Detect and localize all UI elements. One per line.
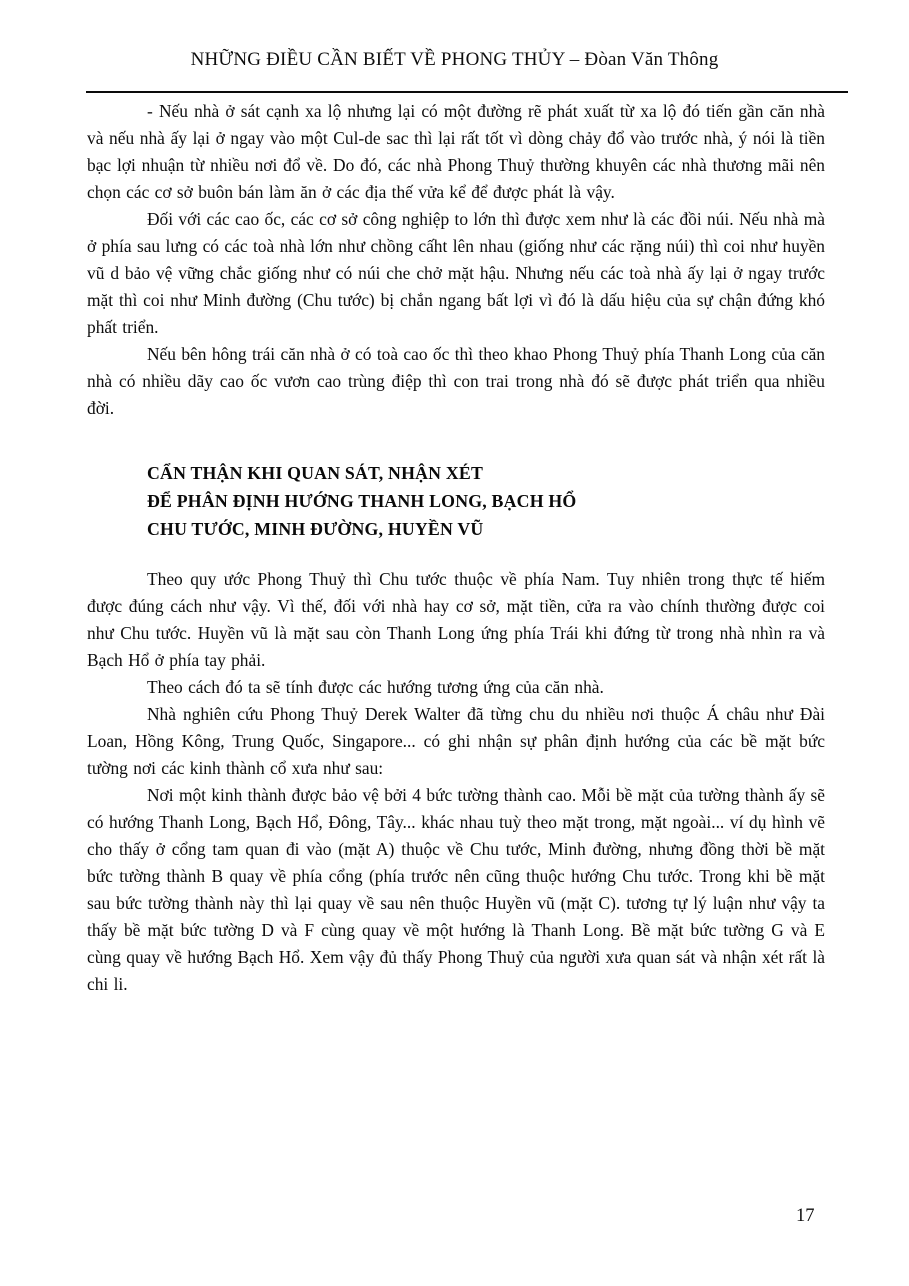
page-number: 17 [796, 1206, 815, 1226]
running-header-title: NHỮNG ĐIỀU CẦN BIẾT VỀ PHONG THỦY – Đòan Văn Thông [190, 49, 719, 70]
body-paragraph-2: Theo cách đó ta sẽ tính được các hướng tương ứng của căn nhà. [147, 677, 604, 697]
body-paragraph-4: Nơi một kinh thành được bảo vệ bởi 4 bức tường thành cao. Mỗi bề mặt của tường thành ấy sẽ có hướng Thanh Long, Bạch Hổ, Đông, Tây... khác nhau tuỳ theo mặt trong, mặt ngoài... ví dụ hình vẽ cho thấy ở cổng tam quan đi vào (mặt A) thuộc về Chu tước, Minh đường, nhưng đồng thời bề mặt bức tường thành B quay về phía cổng (phía trước nên cũng thuộc hướng Chu tước. Trong khi bề mặt sau bức tường thành này thì lại quay về sau nên thuộc Huyền vũ (mặt C). tương tự lý luận như vậy ta thấy bề mặt bức tường D và F cùng quay về một hướng là Thanh Long. Bề mặt bức tường G và E cùng quay về hướng Bạch Hổ. Xem vậy đủ thấy Phong Thuỷ của người xưa quan sát và nhận xét rất là chi li. [87, 785, 825, 994]
section-heading-line-3: CHU TƯỚC, MINH ĐƯỜNG, HUYỀN VŨ [147, 519, 484, 539]
intro-paragraph-2: Đối với các cao ốc, các cơ sở công nghiệp to lớn thì được xem như là các đồi núi. Nếu nhà mà ở phía sau lưng có các toà nhà lớn như chồng cấht lên nhau (giống như các rặng núi) thì coi như huyền vũ d bảo vệ vững chắc giống như có núi che chở mặt hậu. Nhưng nếu các toà nhà ấy lại ở ngay trước mặt thì coi như Minh đường (Chu tước) bị chắn ngang bất lợi vì đó là dấu hiệu của sự chận đứng khó phất triển. [87, 209, 825, 337]
intro-paragraph-1: - Nếu nhà ở sát cạnh xa lộ nhưng lại có một đường rẽ phát xuất từ xa lộ đó tiến gần căn nhà và nếu nhà ấy lại ở ngay vào một Cul-de sac thì lại rất tốt vì dòng chảy đổ vào trước nhà, ý nói là tiền bạc lợi nhuận từ nhiều nơi đổ về. Do đó, các nhà Phong Thuỷ thường khuyên các nhà thương mãi nên chọn các cơ sở buôn bán làm ăn ở các địa thế vửa kể để được phát là vậy. [87, 101, 825, 202]
header-rule [86, 91, 848, 93]
body-paragraph-3: Nhà nghiên cứu Phong Thuỷ Derek Walter đã từng chu du nhiều nơi thuộc Á châu như Đài Loan, Hồng Kông, Trung Quốc, Singapore... có ghi nhận sự phân định hướng của các bề mặt bức tường nơi các kinh thành cổ xưa như sau: [87, 704, 825, 778]
section-heading [147, 459, 825, 543]
section-heading-line-2: ĐỂ PHÂN ĐỊNH HƯỚNG THANH LONG, BẠCH HỔ [147, 491, 577, 511]
section-heading-line-1: CẨN THẬN KHI QUAN SÁT, NHẬN XÉT [147, 463, 484, 483]
text-column [87, 98, 825, 998]
intro-paragraph-3: Nếu bên hông trái căn nhà ở có toà cao ốc thì theo khao Phong Thuỷ phía Thanh Long của căn nhà có nhiều dãy cao ốc vươn cao trùng điệp thì con trai trong nhà đó sẽ được phát triển qua nhiều đời. [87, 344, 825, 418]
body-paragraph-1: Theo quy ước Phong Thuỷ thì Chu tước thuộc về phía Nam. Tuy nhiên trong thực tế hiếm được đúng cách như vậy. Vì thế, đối với nhà hay cơ sở, mặt tiền, cửa ra vào chính thường được coi như Chu tước. Huyền vũ là mặt sau còn Thanh Long ứng phía Trái khi đứng từ trong nhà nhìn ra và Bạch Hổ ở phía tay phải. [87, 569, 825, 670]
